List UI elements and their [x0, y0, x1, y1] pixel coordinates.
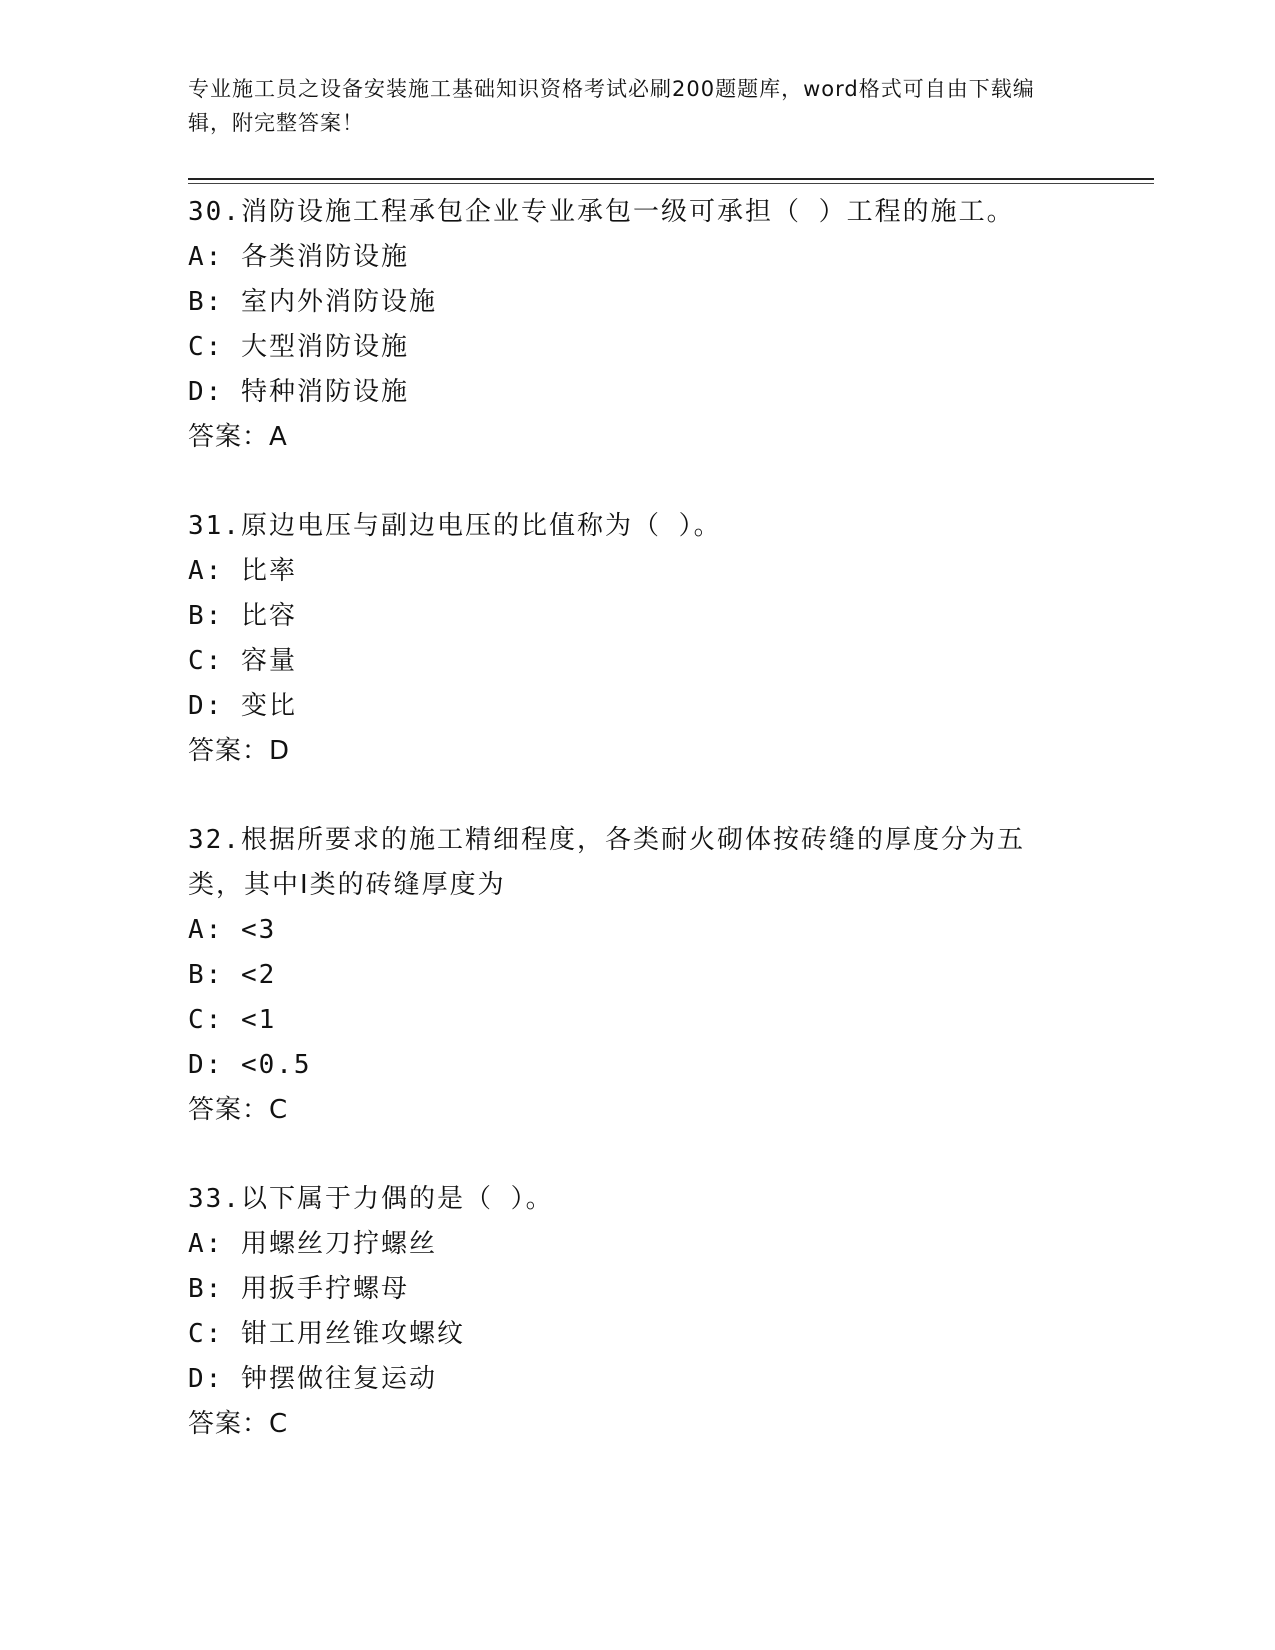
- question-30: [188, 190, 1078, 460]
- option-b: B: 比容: [188, 601, 297, 631]
- option-a: A: 各类消防设施: [188, 242, 409, 272]
- question-stem: 30.消防设施工程承包企业专业承包一级可承担（ ）工程的施工。: [188, 197, 1015, 227]
- question-stem: 33.以下属于力偶的是（ ）。: [188, 1184, 554, 1214]
- answer-line: 答案：C: [188, 1095, 289, 1125]
- question-32: [188, 818, 1078, 1133]
- option-a: A: 用螺丝刀拧螺丝: [188, 1229, 437, 1259]
- option-d: D: 变比: [188, 691, 297, 721]
- question-list: [188, 190, 1078, 1491]
- option-c: C: 容量: [188, 646, 297, 676]
- question-stem: 31.原边电压与副边电压的比值称为（ ）。: [188, 511, 722, 541]
- header-divider-thin: [188, 183, 1154, 184]
- document-header-note: 专业施工员之设备安装施工基础知识资格考试必刷200题题库，word格式可自由下载编辑，附完整答案！: [188, 77, 1035, 135]
- option-c: C: 大型消防设施: [188, 332, 409, 362]
- option-a: A: <3: [188, 915, 277, 945]
- answer-line: 答案：A: [188, 422, 288, 452]
- question-33: [188, 1177, 1078, 1447]
- option-b: B: 用扳手拧螺母: [188, 1274, 409, 1304]
- option-b: B: 室内外消防设施: [188, 287, 437, 317]
- option-d: D: 钟摆做往复运动: [188, 1364, 437, 1394]
- option-c: C: <1: [188, 1005, 277, 1035]
- option-b: B: <2: [188, 960, 277, 990]
- option-a: A: 比率: [188, 556, 297, 586]
- question-stem: 32.根据所要求的施工精细程度，各类耐火砌体按砖缝的厚度分为五类，其中Ⅰ类的砖缝厚度为: [188, 825, 1025, 900]
- answer-line: 答案：C: [188, 1409, 289, 1439]
- option-d: D: 特种消防设施: [188, 377, 409, 407]
- question-31: [188, 504, 1078, 774]
- header-divider-thick: [188, 178, 1154, 180]
- option-c: C: 钳工用丝锥攻螺纹: [188, 1319, 465, 1349]
- option-d: D: <0.5: [188, 1050, 312, 1080]
- answer-line: 答案：D: [188, 736, 291, 766]
